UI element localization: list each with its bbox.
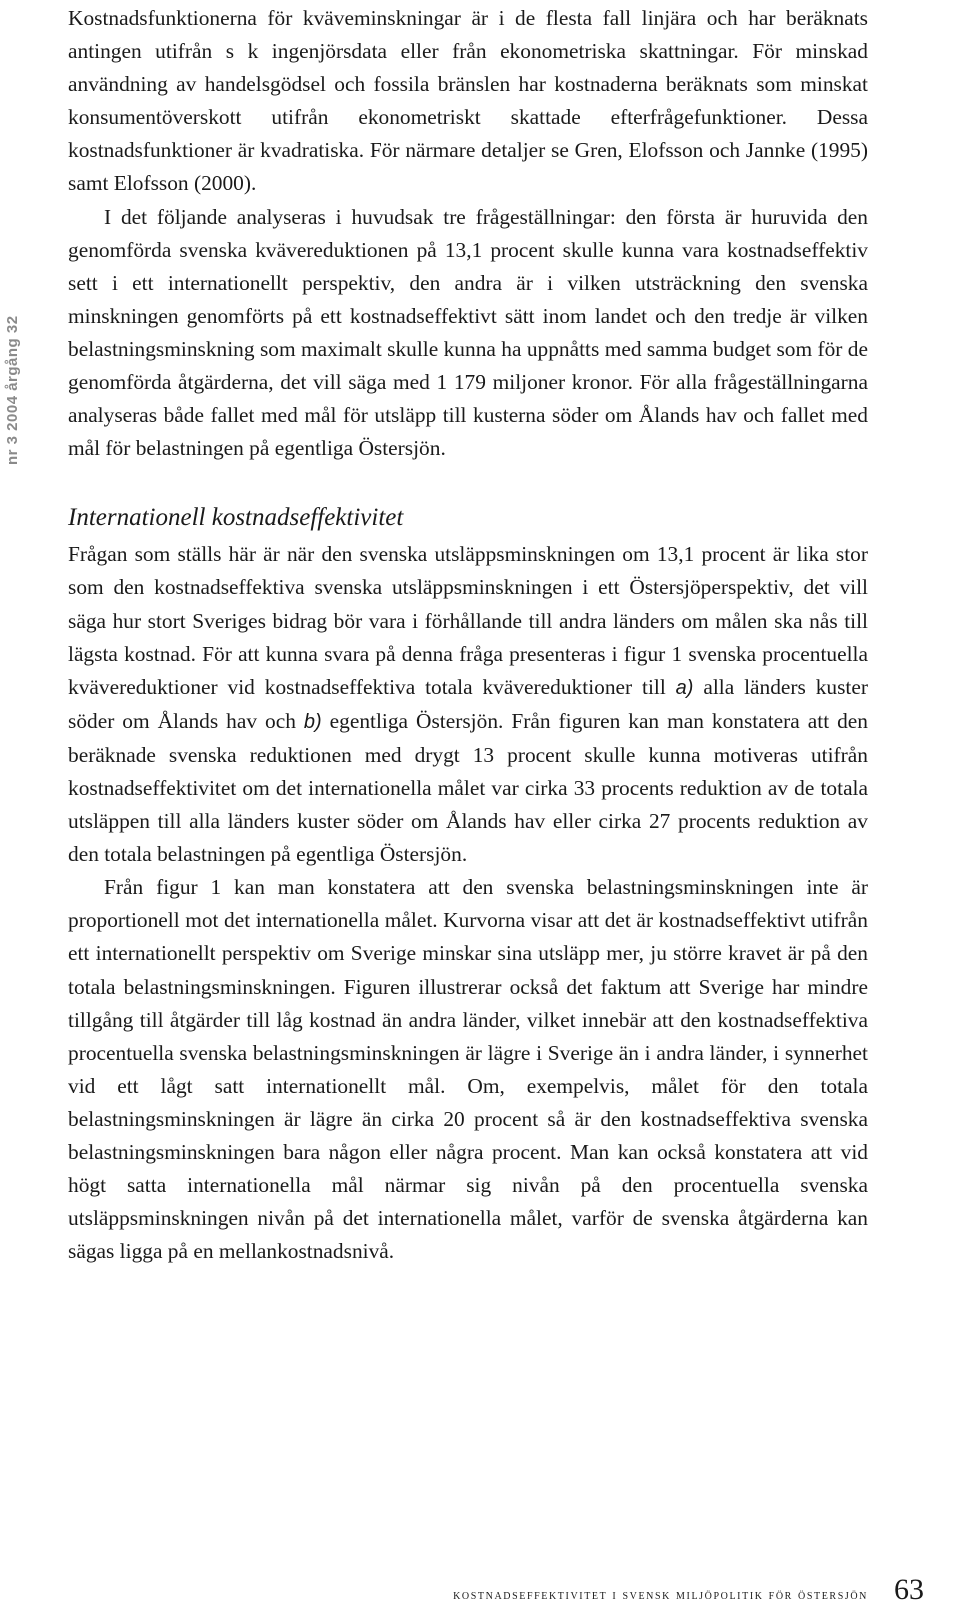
paragraph-figure-discussion: Från figur 1 kan man konstatera att den svenska belastningsminskningen inte är proportionell mot det internationella målet. Kurvorna visar att det är kostnadseffektivt utifrån ett internationellt perspektiv om Sverige minskar sina utsläpp mer, ju större kravet är på den totala belastningsminskningen. Figuren illustrerar också det faktum att Sverige har mindre tillgång till åtgärder till låg kostnad än andra länder, vilket innebär att den kostnadseffektiva procentuella svenska belastningsminskningen är lägre i Sverige än i andra länder, i synnerhet vid ett lågt satt internationellt mål. Om, exempelvis, målet för den totala belastningsminskningen är lägre än cirka 20 procent så är den kostnadseffektiva svenska belastningsminskningen bara någon eller några procent. Man kan också konstatera att vid högt satta internationella mål närmar sig nivån på den procentuella svenska utsläppsminskningen nivån på det internationella målet, varför de svenska åtgärderna kan sägas ligga på en mellankostnadsnivå. bbox=[68, 875, 868, 1264]
paragraph-cost-functions: Kostnadsfunktionerna för kväveminskningar är i de flesta fall linjära och har beräknats antingen utifrån s k ingenjörsdata eller från ekonometriska skattningar. För minskad användning av handelsgödsel och fossila bränslen har kostnaderna beräknats som minskat konsumentöverskott utifrån ekonometriskt skattade efterfrågefunktioner. Dessa kostnadsfunktioner är kvadratiska. För närmare detaljer se Gren, Elofsson och Jannke (1995) samt Elofsson (2000). bbox=[68, 6, 868, 196]
running-head: kostnadseffektivitet i svensk miljöpolitik för östersjön bbox=[453, 1588, 868, 1603]
paragraph-international-question bbox=[68, 538, 868, 871]
page-number: 63 bbox=[894, 1573, 924, 1606]
section-heading: Internationell kostnadseffektivitet bbox=[68, 504, 404, 532]
paragraph-text-part: egentliga Östersjön. Från figuren kan man konstatera att den beräknade svenska reduktionen med drygt 13 procent skulle kunna motiveras utifrån kostnadseffektivitet om det internationella målet var cirka 33 procents reduktion av de totala utsläppen till alla länders kuster söder om Ålands hav eller cirka 27 procents reduktion av den totala belastningen på egentliga Östersjön. bbox=[68, 708, 868, 867]
paragraph-text-part: alla länders kuster söder om Ålands hav och bbox=[68, 674, 868, 733]
paragraph-research-questions: I det följande analyseras i huvudsak tre frågeställningar: den första är huruvida den genomförda svenska kvävereduktionen på 13,1 procent skulle kunna vara kostnadseffektiv sett i ett internationellt perspektiv, den andra är i vilken utsträckning den svenska minskningen genomförts på ett kostnadseffektivt sätt inom landet och den tredje är vilken belastningsminskning som maximalt skulle kunna ha uppnåtts med samma budget som för de genomförda åtgärderna, det vill säga med 1 179 miljoner kronor. För alla frågeställningarna analyseras både fallet med mål för utsläpp till kusterna söder om Ålands hav och fallet med mål för belastningen på egentliga Östersjön. bbox=[68, 204, 868, 461]
list-marker-b: b) bbox=[303, 710, 322, 733]
list-marker-a: a) bbox=[675, 676, 694, 699]
paragraph-text-part: Frågan som ställs här är när den svenska utsläppsminskningen om 13,1 procent är lika stor som den kostnadseffektiva svenska utsläppsminskningen i ett Östersjöperspektiv, det vill säga hur stort Sveriges bidrag bör vara i förhållande till andra länders om målen ska nås till lägsta kostnad. För att kunna svara på denna fråga presenteras i figur 1 svenska procentuella kvävereduktioner vid kostnadseffektiva totala kvävereduktioner till bbox=[68, 542, 868, 699]
page-footer bbox=[0, 1563, 960, 1623]
body-text bbox=[68, 2, 868, 1268]
issue-side-label: nr 3 2004 årgång 32 bbox=[4, 315, 21, 465]
